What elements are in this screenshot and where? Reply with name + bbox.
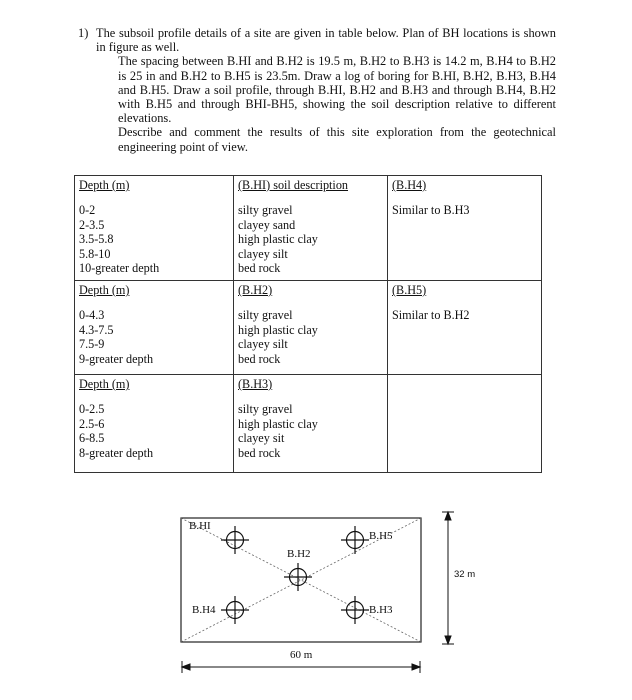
depth-value: 6-8.5 bbox=[79, 431, 105, 446]
table-row bbox=[75, 375, 542, 473]
side-cell bbox=[388, 281, 542, 375]
depth-value: 0-2.5 bbox=[79, 402, 105, 417]
table-row bbox=[75, 176, 542, 281]
similarity-note: Similar to B.H2 bbox=[392, 308, 470, 323]
depth-value: 9-greater depth bbox=[79, 351, 154, 366]
soil-description: high plastic clay bbox=[238, 232, 318, 247]
question-intro: The subsoil profile details of a site are given in table below. Plan of BH locations is shown in figure as well. bbox=[96, 26, 556, 55]
borehole-header: (B.HI) soil description bbox=[238, 178, 349, 192]
soil-description: bed rock bbox=[238, 351, 281, 366]
soil-description: silty gravel bbox=[238, 402, 293, 417]
depth-cell bbox=[75, 176, 234, 281]
borehole-header: (B.H2) bbox=[238, 283, 273, 297]
soil-description: clayey sand bbox=[238, 217, 296, 232]
soil-description: high plastic clay bbox=[238, 416, 318, 431]
depth-value: 5.8-10 bbox=[79, 246, 111, 261]
borehole-marker-bh5 bbox=[341, 526, 369, 554]
soil-description: clayey silt bbox=[238, 246, 288, 261]
label-bh4: B.H4 bbox=[192, 604, 216, 616]
depth-value: 3.5-5.8 bbox=[79, 232, 114, 247]
side-cell bbox=[388, 176, 542, 281]
borehole-marker-bh4 bbox=[221, 596, 249, 624]
soil-description: bed rock bbox=[238, 261, 281, 276]
similarity-note: Similar to B.H3 bbox=[392, 203, 470, 218]
depth-value: 4.3-7.5 bbox=[79, 322, 114, 337]
question-comment: Describe and comment the results of this site exploration from the geotechnical engineering point of view. bbox=[118, 125, 556, 154]
label-bh1: B.HI bbox=[189, 520, 211, 532]
depth-header: Depth (m) bbox=[79, 377, 130, 391]
question-task: The spacing between B.HI and B.H2 is 19.5 m, B.H2 to B.H3 is 14.2 m, B.H4 to B.H2 is 25 in and B.H2 to B.H5 is 23.5m. Draw a log of boring for B.HI, B.H2, B.H3, B.H4 and B.H5. Draw a soil profile, through B.HI, B.H2 and B.H3 and through B.H4, B.H2 with B.H5 and through BHI-BH5, showing the soil description relative to different elevations. bbox=[118, 54, 556, 126]
borehole-header: (B.H5) bbox=[392, 283, 427, 297]
borehole-header: (B.H3) bbox=[238, 377, 273, 391]
soil-profile-table bbox=[74, 175, 542, 473]
depth-value: 7.5-9 bbox=[79, 337, 105, 352]
width-label: 60 m bbox=[290, 649, 313, 661]
depth-cell bbox=[75, 281, 234, 375]
depth-cell bbox=[75, 375, 234, 473]
plan-drawing bbox=[170, 500, 470, 680]
depth-value: 10-greater depth bbox=[79, 261, 160, 276]
soil-description: clayey silt bbox=[238, 337, 288, 352]
question-number: 1) bbox=[78, 26, 89, 40]
depth-header: Depth (m) bbox=[79, 283, 130, 297]
depth-value: 2-3.5 bbox=[79, 217, 105, 232]
soil-description: silty gravel bbox=[238, 203, 293, 218]
borehole-marker-bh1 bbox=[221, 526, 249, 554]
soil-description: high plastic clay bbox=[238, 322, 318, 337]
soil-description: bed rock bbox=[238, 445, 281, 460]
question-block bbox=[78, 26, 556, 154]
borehole-marker-bh3 bbox=[341, 596, 369, 624]
soil-description: silty gravel bbox=[238, 308, 293, 323]
depth-value: 2.5-6 bbox=[79, 416, 105, 431]
label-bh2: B.H2 bbox=[287, 548, 311, 560]
soil-description: clayey sit bbox=[238, 431, 285, 446]
width-dimension bbox=[182, 661, 420, 673]
depth-value: 0-2 bbox=[79, 203, 96, 218]
height-label: 32 m bbox=[454, 569, 476, 580]
label-bh3: B.H3 bbox=[369, 604, 393, 616]
description-cell bbox=[234, 176, 388, 281]
depth-value: 0-4.3 bbox=[79, 308, 105, 323]
depth-header: Depth (m) bbox=[79, 178, 130, 192]
depth-value: 8-greater depth bbox=[79, 445, 154, 460]
height-dimension bbox=[442, 512, 454, 644]
description-cell bbox=[234, 281, 388, 375]
side-cell-empty bbox=[388, 375, 542, 473]
description-cell bbox=[234, 375, 388, 473]
table-row bbox=[75, 281, 542, 375]
label-bh5: B.H5 bbox=[369, 530, 393, 542]
borehole-plan bbox=[170, 500, 476, 680]
borehole-header: (B.H4) bbox=[392, 178, 427, 192]
